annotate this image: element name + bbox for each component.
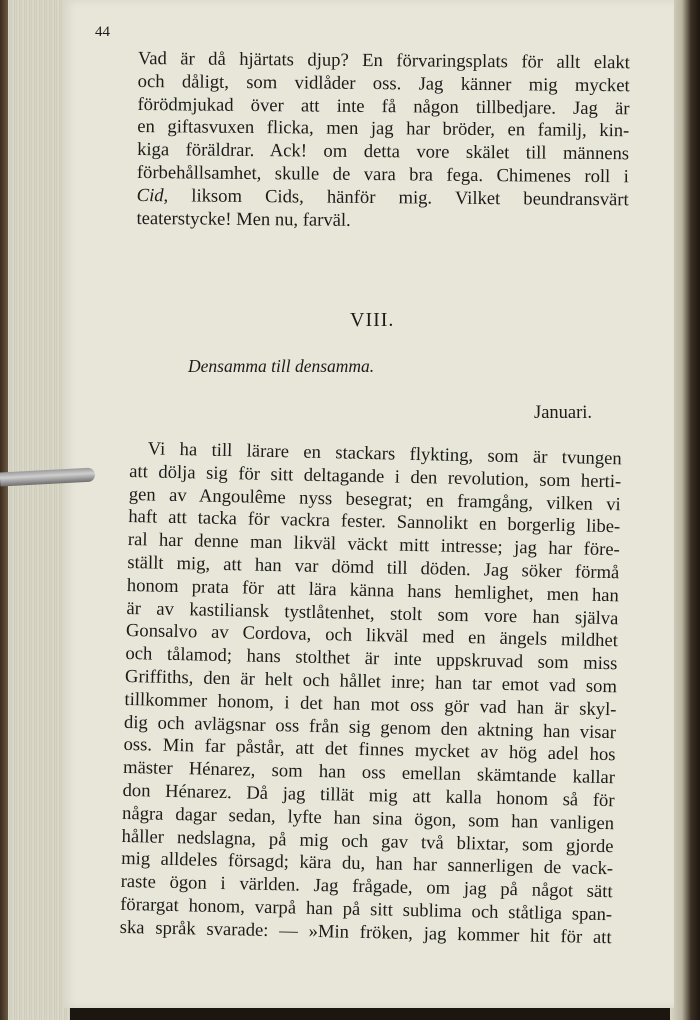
chapter-heading: VIII.: [350, 309, 395, 331]
text-line: raste ögon i världen. Jag frågade, om jag på något sätt: [120, 871, 613, 903]
text-line: håller nedslagna, på mig och gav två blixtar, som gjorde: [121, 825, 614, 857]
text-line: Cid, liksom Cids, hänför mig. Vilket beundransvärt: [136, 184, 629, 211]
text-line: och dåligt, som vidlåder oss. Jag känner mig mycket: [137, 70, 630, 97]
text-line: ska språk svarade: — »Min fröken, jag kommer hit för att: [119, 916, 612, 948]
text-line: kiga föräldrar. Ack! om detta vore skälet till männens: [137, 139, 630, 165]
letter-subtitle: Densamma till densamma.: [188, 356, 375, 376]
text-line: Vad är då hjärtats djup? En förvaringsplats för allt elakt: [137, 48, 630, 74]
text-line: Griffiths, den är helt och hållet inre; han tar emot vad som: [124, 665, 618, 698]
text-line: mig alldeles försagd; kära du, han har sannerligen de vack-: [120, 848, 614, 880]
text-line: förbehållsamhet, skulle de vara bra fega. Chimenes roll i: [136, 161, 629, 188]
text-line: Vi ha till lärare en stackars flykting, som är tvungen: [147, 438, 622, 470]
text-line: och tålamod; hans stolthet är inte uppskruvad som miss: [125, 643, 618, 675]
text-line: tillkommer honom, i det han mot oss gör vad han är skyl-: [124, 688, 617, 721]
text-line: att dölja sig för sitt deltagande i den revolution, som herti-: [129, 460, 622, 493]
page-edges: [0, 0, 70, 1020]
book-spine-edge: [0, 0, 8, 1020]
text-line: är av kastiliansk tystlåtenhet, stolt som vore han själva: [126, 597, 619, 629]
text-line: några dagar sedan, lyfte han sina ögon, som han vanligen: [121, 802, 615, 834]
text-line: oss. Min far påstår, att det finnes mycket av hög adel hos: [123, 734, 616, 766]
text-line: Gonsalvo av Cordova, och likväl med en ängels mildhet: [125, 620, 619, 652]
text-line: teaterstycke! Men nu, farväl.: [136, 207, 351, 231]
paragraph-1: [136, 48, 630, 235]
paragraph-2: [119, 438, 621, 950]
text-line: förödmjukad över att inte få någon tillbedjare. Jag är: [137, 93, 630, 119]
text-line: gen av Angoulême nyss besegrat; en framgång, vilken vi: [128, 483, 621, 515]
text-line: förargat honom, varpå han på sitt sublima och ståtliga span-: [120, 893, 613, 926]
text-line: ral har denne man likväl väckt mitt intresse; jag har före-: [127, 529, 620, 561]
letter-date: Januari.: [534, 403, 593, 423]
text-line: dig och avlägsnar oss från sig genom den aktning han visar: [123, 711, 617, 743]
text-line: honom prata för att lära känna hans hemlighet, men han: [126, 574, 620, 607]
text-line: mäster Hénarez, som han oss emellan skämtande kallar: [122, 757, 616, 789]
text-line: ställt mig, att han var dömd till döden. Jag söker förmå: [127, 551, 620, 584]
text-line: don Hénarez. Då jag tillät mig att kalla honom så för: [122, 779, 615, 812]
page-number: 44: [95, 24, 110, 40]
text-line: en giftasvuxen flicka, men jag har bröder, en familj, kin-: [137, 116, 630, 142]
text-line: haft att tacka för vackra fester. Sannolikt en borgerlig libe-: [128, 506, 621, 538]
right-page-edge: [670, 0, 700, 1020]
